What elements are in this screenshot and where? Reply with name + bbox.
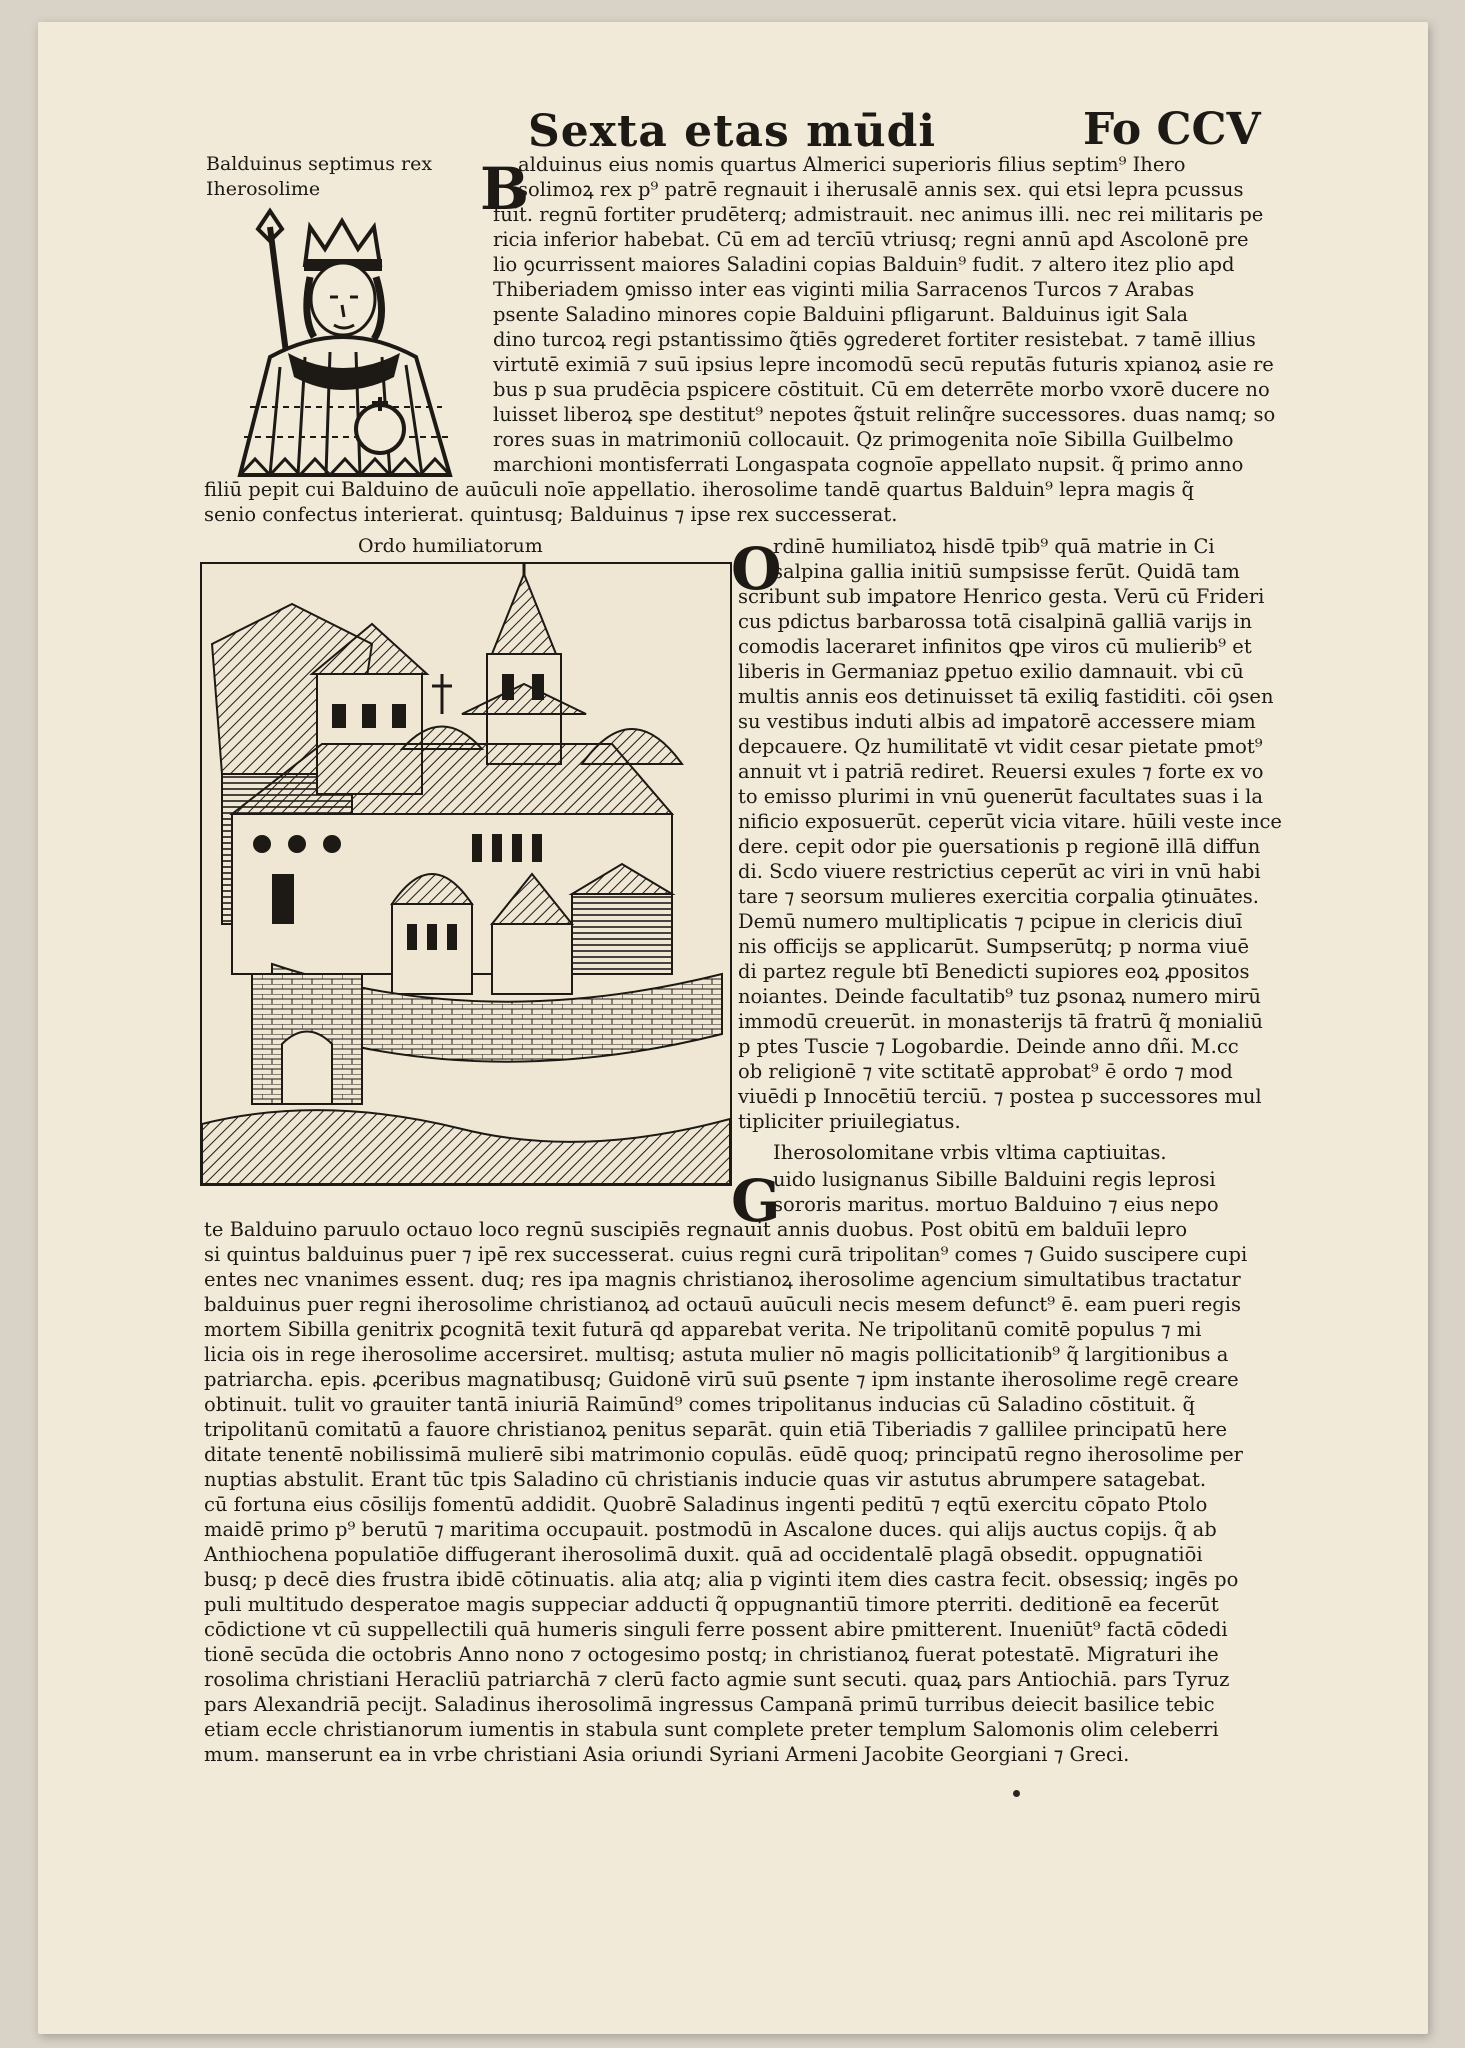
side-caption-line-1: Balduinus septimus rex bbox=[206, 153, 433, 175]
s1-line: fuit. regnū fortiter prudēterq; admistrauit. nec animus illi. nec rei militaris pe bbox=[493, 203, 1264, 226]
s2-line: di. Scdo viuere restrictius ceperūt ac viri in vnū habi bbox=[738, 860, 1261, 883]
s3-line: cū fortuna eius cōsilijs fomentū addidit. Quobrē Saladinus ingenti peditū ⁊ eqtū exercitu cōpato Ptolo bbox=[204, 1493, 1208, 1516]
s2-line: depcauere. Qz humilitatē vt vidit cesar pietate pmot⁹ bbox=[738, 735, 1263, 758]
s3-line: tripolitanū comitatū a fauore christianoꝝ penitus separāt. quin etiā Tiberiadis ⁊ gallilee principatū here bbox=[204, 1418, 1228, 1441]
page-leaf bbox=[38, 22, 1428, 2034]
s3-line: si quintus balduinus puer ⁊ ipē rex successerat. cuius regni curā tripolitan⁹ comes ⁊ Guido suscipere cupi bbox=[204, 1243, 1248, 1266]
running-head: Sexta etas mūdi bbox=[528, 106, 937, 157]
dropcap-b: B bbox=[480, 155, 530, 223]
dropcap-o: O bbox=[731, 535, 782, 603]
s2-line: dere. cepit odor pie ꝯuersationis p regionē illā diffun bbox=[738, 835, 1261, 858]
s2-line: ob religionē ⁊ vite sctitatē approbat⁹ ē ordo ⁊ mod bbox=[738, 1060, 1233, 1083]
s2-line: liberis in Germaniaz ꝑpetuo exilio damnauit. vbi cū bbox=[738, 660, 1244, 683]
folio-number: Fo CCV bbox=[1083, 104, 1261, 155]
s3-short-line: uido lusignanus Sibille Balduini regis leprosi bbox=[773, 1168, 1216, 1191]
s2-line: p ptes Tuscie ⁊ Logobardie. Deinde anno dñi. M.cc bbox=[738, 1035, 1239, 1058]
s2-line: annuit vt i patriā rediret. Reuersi exules ⁊ forte ex vo bbox=[738, 760, 1264, 783]
s3-line: Anthiochena populatiōe diffugerant iherosolimā duxit. quā ad occidentalē plagā obsedit. oppugnatiōi bbox=[204, 1543, 1203, 1566]
side-caption-line-2: Iherosolime bbox=[206, 178, 321, 200]
woodcut-caption: Ordo humiliatorum bbox=[358, 535, 543, 557]
s1-line: luisset liberoꝝ spe destitut⁹ nepotes q̃stuit relinq̃re successores. duas namq; so bbox=[493, 403, 1276, 426]
s2-line: cus pdictus barbarossa totā cisalpinā galliā varijs in bbox=[738, 610, 1253, 633]
s1-line: bus p sua prudēcia pspicere cōstituit. Cū em deterrēte morbo vxorē ducere no bbox=[493, 378, 1270, 401]
s3-line: patriarcha. epis. ꝓceribus magnatibusq; Guidonē virū suū ꝑsente ⁊ ipm instante iherosolime regē creare bbox=[204, 1368, 1239, 1391]
s3-line: nuptias abstulit. Erant tūc tpis Saladino cū christianis inducie quas vir astutus abrumpere satagebat. bbox=[204, 1468, 1207, 1491]
s3-line: maidē primo p⁹ berutū ⁊ maritima occupauit. postmodū in Ascalone duces. qui alijs auctus copijs. q̃ ab bbox=[204, 1518, 1217, 1541]
s1-line: filiū pepit cui Balduino de auūculi noīe appellatio. iherosolime tandē quartus Balduin⁹ lepra magis q̃ bbox=[204, 478, 1195, 501]
s3-line: te Balduino paruulo octauo loco regnū suscipiēs regnauit annis duobus. Post obitū em balduīi lepro bbox=[204, 1218, 1188, 1241]
s3-line: entes nec vnanimes essent. duq; res ipa magnis christianoꝝ iherosolime agencium simultatibus tractatur bbox=[204, 1268, 1241, 1291]
s1-line: lio ꝯcurrissent maiores Saladini copias Balduin⁹ fudit. ⁊ altero itez plio apd bbox=[493, 253, 1235, 276]
s2-line: multis annis eos detinuisset tā exiliꝗ fastiditi. cōi ꝯsen bbox=[738, 685, 1274, 708]
s2-line: di partez regule btī Benedicti supiores eoꝝ ꝓpositos bbox=[738, 960, 1250, 983]
s3-line: rosolima christiani Heracliū patriarchā ⁊ clerū facto agmie sunt secuti. quaꝝ pars Antiochiā. pars Tyruz bbox=[204, 1668, 1230, 1691]
s2-line: Demū numero multiplicatis ⁊ pcipue in clericis diuī bbox=[738, 910, 1243, 933]
s1-line: dino turcoꝝ regi pstantissimo q̃tiēs ꝯgrederet fortiter resistebat. ⁊ tamē illius bbox=[493, 328, 1256, 351]
s2-line: tare ⁊ seorsum mulieres exercitia corꝑalia ꝯtinuātes. bbox=[738, 885, 1259, 908]
s3-line: tionē secūda die octobris Anno nono ⁊ octogesimo postq; in christianoꝝ fuerat potestatē. Migraturi ihe bbox=[204, 1643, 1219, 1666]
s2-line: rdinē humiliatoꝝ hisdē tpib⁹ quā matrie in Ci bbox=[773, 535, 1215, 558]
s2-line: tipliciter priuilegiatus. bbox=[738, 1110, 961, 1133]
s2-line: viuēdi p Innocētiū terciū. ⁊ postea p successores mul bbox=[738, 1085, 1262, 1108]
s3-line: balduinus puer regni iherosolime christianoꝝ ad octauū auūculi necis mesem defunct⁹ ē. eam pueri regis bbox=[204, 1293, 1241, 1316]
s3-line: puli multitudo desperatoe magis suppeciar adducti q̃ oppugnantiū timore pterriti. deditionē ea fecerūt bbox=[204, 1593, 1219, 1616]
dropcap-g: G bbox=[731, 1167, 781, 1235]
s2-line: comodis laceraret infinitos ꝗpe viros cū mulierib⁹ et bbox=[738, 635, 1252, 658]
s1-line: virtutē eximiā ⁊ suū ipsius lepre incomodū secū reputās futuris xpianoꝝ asie re bbox=[493, 353, 1274, 376]
s1-line: solimoꝝ rex p⁹ patrē regnauit i iherusalē annis sex. qui etsi lepra pcussus bbox=[518, 178, 1244, 201]
s3-short-line: sororis maritus. mortuo Balduino ⁊ eius nepo bbox=[773, 1193, 1219, 1216]
s3-line: etiam eccle christianorum iumentis in stabula sunt complete preter templum Salomonis olim celeberri bbox=[204, 1718, 1219, 1741]
s3-line: mortem Sibilla genitrix ꝑcognitā texit futurā qd apparebat verita. Ne tripolitanū comitē populus ⁊ mi bbox=[204, 1318, 1202, 1341]
s1-line: marchioni montisferrati Longaspata cognoīe appellato nupsit. q̃ primo anno bbox=[493, 453, 1244, 476]
s3-line: obtinuit. tulit vo grauiter tantā iniuriā Raimūnd⁹ comes tripolitanus inducias cū Saladino cōstituit. q̃ bbox=[204, 1393, 1196, 1416]
s1-line: alduinus eius nomis quartus Almerici superioris filius septim⁹ Ihero bbox=[518, 153, 1186, 176]
section-heading: Iherosolomitane vrbis vltima captiuitas. bbox=[773, 1141, 1167, 1164]
s2-line: noiantes. Deinde facultatib⁹ tuz ꝑsonaꝝ numero mirū bbox=[738, 985, 1261, 1008]
s3-line: licia ois in rege iherosolime accersiret. multisq; astuta mulier nō magis pollicitationib⁹ q̃ largitionibus a bbox=[204, 1343, 1229, 1366]
s1-line: psente Saladino minores copie Balduini pfligarunt. Balduinus igit Sala bbox=[493, 303, 1189, 326]
s2-line: nis officijs se applicarūt. Sumpserūtq; p norma viuē bbox=[738, 935, 1250, 958]
s1-line: Thiberiadem ꝯmisso inter eas viginti milia Sarracenos Turcos ⁊ Arabas bbox=[493, 278, 1195, 301]
ink-dot bbox=[1013, 1790, 1020, 1797]
s2-line: to emisso plurimi in vnū ꝯuenerūt facultates suas i la bbox=[738, 785, 1263, 808]
s3-line: busq; p decē dies frustra ibidē cōtinuatis. alia atq; alia p viginti item dies castra fecit. obsessiq; ingēs po bbox=[204, 1568, 1239, 1591]
s2-line: nificio exposuerūt. ceperūt vicia vitare. hūili veste ince bbox=[738, 810, 1282, 833]
s2-line: scribunt sub imꝑatore Henrico gesta. Verū cū Frideri bbox=[738, 585, 1265, 608]
monastery-woodcut bbox=[200, 562, 732, 1186]
s3-line: pars Alexandriā pecijt. Saladinus iherosolimā ingressus Campanā primū turribus deiecit basilice tebic bbox=[204, 1693, 1215, 1716]
s3-line: cōdictione vt cū suppellectili quā humeris singuli ferre possent abire pmitterent. Inueniūt⁹ factā cōdedi bbox=[204, 1618, 1228, 1641]
s2-line: su vestibus induti albis ad imꝑatorē accessere miam bbox=[738, 710, 1256, 733]
s3-line: ditate tenentē nobilissimā mulierē sibi matrimonio copulās. eūdē quoq; principatū regno iherosolime per bbox=[204, 1443, 1243, 1466]
s3-line: mum. manserunt ea in vrbe christiani Asia oriundi Syriani Armeni Jacobite Georgiani ⁊ Greci. bbox=[204, 1743, 1130, 1766]
s2-line: salpina gallia initiū sumpsisse ferūt. Quidā tam bbox=[773, 560, 1240, 583]
king-portrait-woodcut bbox=[210, 207, 482, 489]
s1-line: rores suas in matrimoniū collocauit. Qz primogenita noīe Sibilla Guilbelmo bbox=[493, 428, 1234, 451]
s2-line: immodū creuerūt. in monasterijs tā fratrū q̃ monialiū bbox=[738, 1010, 1263, 1033]
s1-line: ricia inferior habebat. Cū em ad tercīū vtriusq; regni annū apd Ascolonē pre bbox=[493, 228, 1249, 251]
s1-line: senio confectus interierat. quintusq; Balduinus ⁊ ipse rex successerat. bbox=[204, 503, 898, 526]
